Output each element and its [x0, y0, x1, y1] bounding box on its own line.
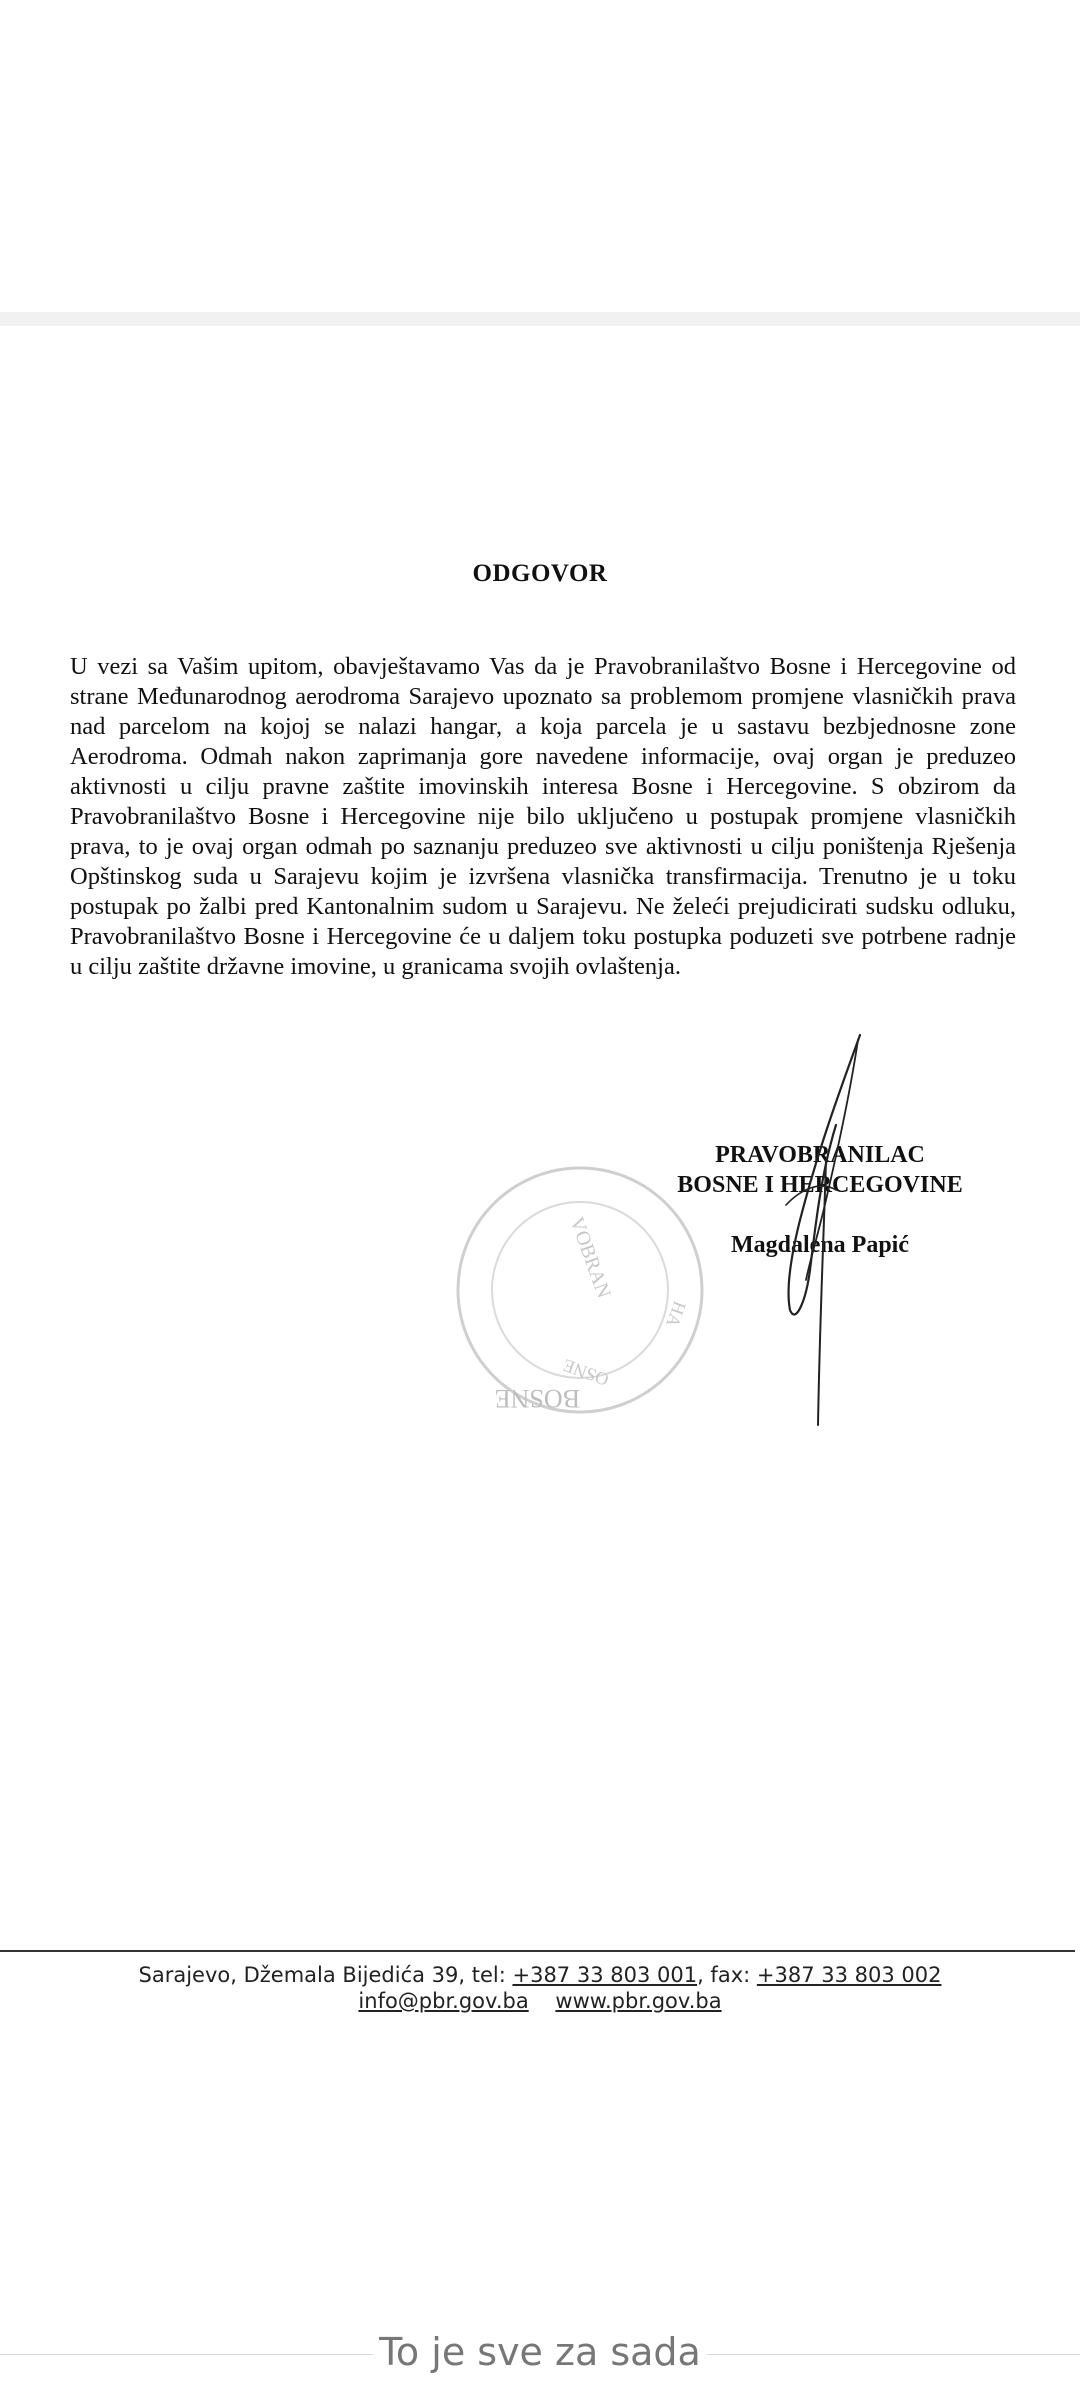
signatory-title-line2: BOSNE I HERCEGOVINE: [677, 1172, 963, 1198]
footer-email-link[interactable]: info@pbr.gov.ba: [358, 1989, 529, 2013]
document-heading: ODGOVOR: [472, 560, 608, 587]
stamp-text-4: HA: [662, 1298, 691, 1330]
stamp-text-1: BOSNE: [494, 1384, 580, 1413]
footer-website-link[interactable]: www.pbr.gov.ba: [555, 1989, 722, 2013]
scan-top-band: [0, 312, 1080, 326]
signatory-name: Magdalena Papić: [731, 1232, 909, 1258]
footer-tel-link[interactable]: +387 33 803 001: [512, 1963, 698, 1987]
footer-divider: [0, 1950, 1075, 1952]
stamp-text-3: OSNE: [560, 1355, 612, 1391]
footer-fax-link[interactable]: +387 33 803 002: [756, 1963, 942, 1987]
end-of-content-text: To je sve za sada: [373, 2330, 707, 2374]
stamp-text-2: VOBRAN: [565, 1214, 615, 1302]
footer-fax-label: , fax:: [697, 1963, 757, 1987]
signatory-title-line1: PRAVOBRANILAC: [715, 1142, 925, 1168]
footer-contact-line: [0, 1989, 1080, 2013]
footer-address: Sarajevo, Džemala Bijedića 39, tel:: [138, 1963, 513, 1987]
end-of-content-label: [0, 2330, 1080, 2374]
footer-address-line: [0, 1963, 1080, 1987]
document-body: U vezi sa Vašim upitom, obavještavamo Vas da je Pravobranilaštvo Bosne i Hercegovine od strane Međunarodnog aerodroma Sarajevo upoznato sa problemom promjene vlasničkih prava nad parcelom na kojoj se nalazi hangar, a koja parcela je u sastavu bezbjednosne zone Aerodroma. Odmah nakon zaprimanja gore navedene informacije, ovaj organ je preduzeo aktivnosti u cilju pravne zaštite imovinskih interesa Bosne i Hercegovine. S obzirom da Pravobranilaštvo Bosne i Hercegovine nije bilo uključeno u postupak promjene vlasničkih prava, to je ovaj organ odmah po saznanju preduzeo sve aktivnosti u cilju poništenja Rješenja Opštinskog suda u Sarajevu kojim je izvršena vlasnička transfirmacija. Trenutno je u toku postupak po žalbi pred Kantonalnim sudom u Sarajevu. Ne želeći prejudicirati sudsku odluku, Pravobranilaštvo Bosne i Hercegovine će u daljem toku postupka poduzeti sve potrbene radnje u cilju zaštite državne imovine, u granicama svojih ovlaštenja.: [70, 653, 1016, 980]
handwritten-signature: [740, 1030, 890, 1430]
